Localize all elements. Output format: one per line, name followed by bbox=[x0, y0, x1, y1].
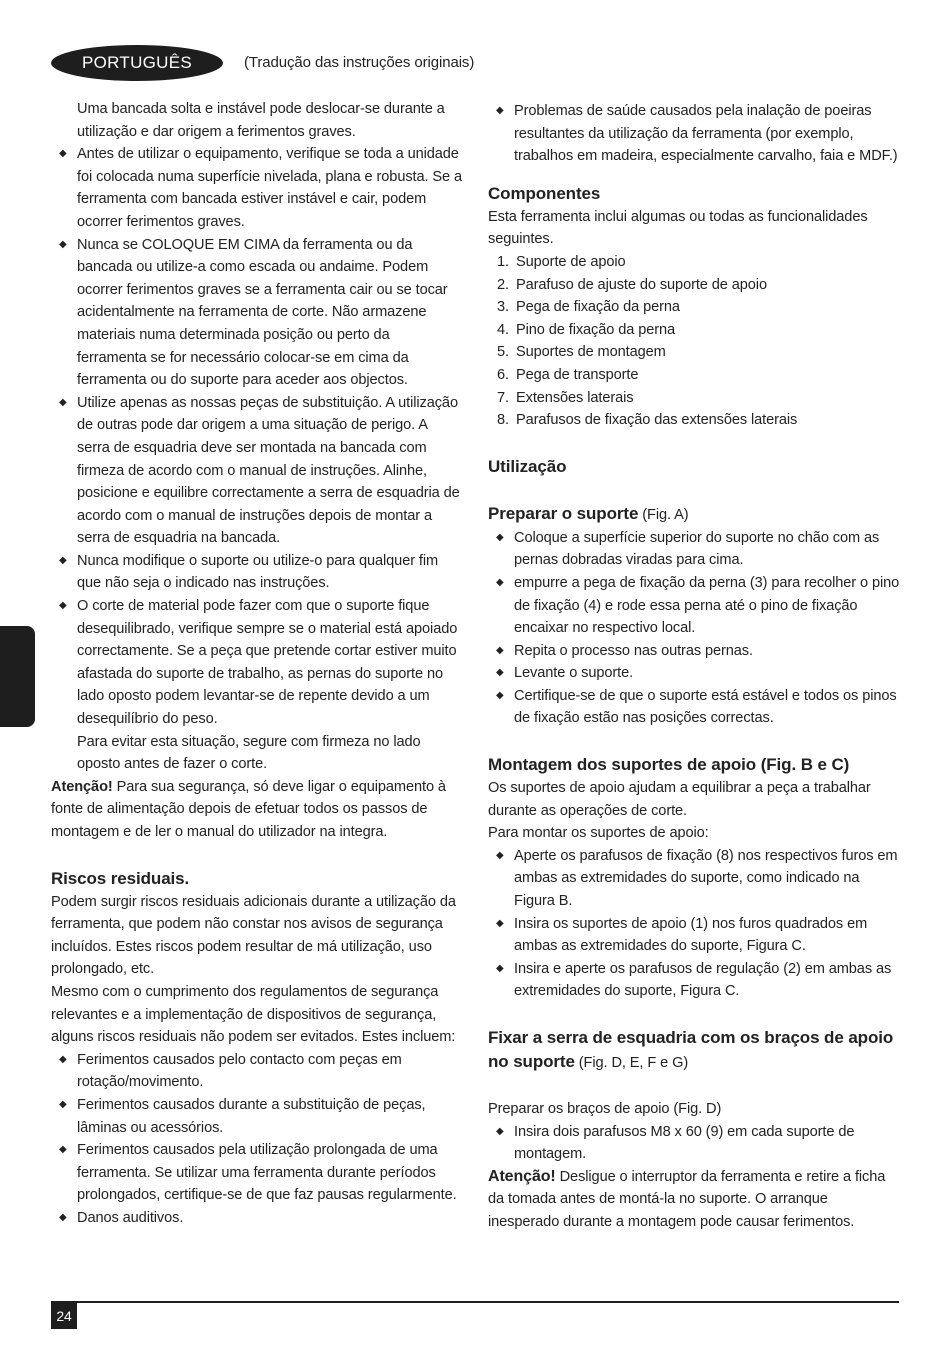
fix-saw-heading: Fixar a serra de esquadria com os braços de apoio no suporte (Fig. D, E, F e G) bbox=[488, 1028, 894, 1071]
language-badge: PORTUGUÊS bbox=[51, 45, 223, 81]
residual-paragraph-1: Podem surgir riscos residuais adicionais durante a utilização da ferramenta, que podem não constar nos avisos de segurança incluídos. Estes riscos podem resultar de má utilização, uso prolongado, etc. bbox=[51, 893, 456, 978]
list-item: ◆ Coloque a superfície superior do suporte no chão com as pernas dobradas viradas para cima. bbox=[488, 527, 900, 572]
list-item: ◆ Levante o suporte. bbox=[488, 662, 900, 685]
diamond-bullet-icon: ◆ bbox=[496, 917, 504, 929]
list-item: ◆ Insira os suportes de apoio (1) nos furos quadrados em ambas as extremidades do suporte, Figura C. bbox=[488, 913, 900, 958]
diamond-bullet-icon: ◆ bbox=[496, 849, 504, 861]
components-list bbox=[488, 251, 900, 432]
list-item: ◆ Nunca se COLOQUE EM CIMA da ferramenta ou da bancada ou utilize-a como escada ou andaime. Podem ocorrer ferimentos graves se a ferramenta cair ou se tocar acidentalmente na ferramenta de corte. Não armazene materiais numa determinada posição ou perto da ferramenta se for necessário colocar-se em cima da ferramenta ou do suporte para aceder aos objectos. bbox=[51, 234, 463, 392]
list-item: ◆ Repita o processo nas outras pernas. bbox=[488, 640, 900, 663]
footer-rule bbox=[51, 1301, 899, 1303]
diamond-bullet-icon: ◆ bbox=[496, 576, 504, 588]
residual-paragraph-2: Mesmo com o cumprimento dos regulamentos de segurança relevantes e a implementação de dispositivos de segurança, alguns riscos residuais não podem ser evitados. Estes incluem: bbox=[51, 983, 456, 1046]
mount-paragraph-2: Para montar os suportes de apoio: bbox=[488, 825, 709, 842]
diamond-bullet-icon: ◆ bbox=[59, 600, 67, 612]
mount-paragraph-1: Os suportes de apoio ajudam a equilibrar a peça a trabalhar durante as operações de corte. bbox=[488, 780, 871, 819]
list-item: ◆ O corte de material pode fazer com que o suporte fique desequilibrado, verifique sempre se o material está apoiado correctamente. Se a peça que pretende cortar estiver muito afastada do suporte de trabalho, as pernas do suporte no lado oposto podem levantar-se de repente devido a um desequilíbrio do peso. bbox=[51, 595, 463, 731]
list-item: 1. Suporte de apoio bbox=[497, 253, 626, 270]
diamond-bullet-icon: ◆ bbox=[59, 1053, 67, 1065]
list-item: 2. Parafuso de ajuste do suporte de apoio bbox=[497, 276, 767, 293]
attention-text: Para sua segurança, só deve ligar o equipamento à fonte de alimentação depois de efetuar todos os passos de montagem e de ler o manual do utilizador na integra. bbox=[51, 778, 446, 840]
diamond-bullet-icon: ◆ bbox=[59, 1098, 67, 1110]
list-item: 4. Pino de fixação da perna bbox=[497, 321, 676, 338]
list-item: ◆ Problemas de saúde causados pela inalação de poeiras resultantes da utilização da ferramenta (por exemplo, trabalhos em madeira, especialmente carvalho, faia e MDF.) bbox=[488, 100, 900, 168]
diamond-bullet-icon: ◆ bbox=[496, 531, 504, 543]
diamond-bullet-icon: ◆ bbox=[496, 689, 504, 701]
diamond-bullet-icon: ◆ bbox=[59, 1211, 67, 1223]
list-item: 7. Extensões laterais bbox=[497, 389, 634, 406]
translation-note: (Tradução das instruções originais) bbox=[244, 54, 475, 71]
residual-risks-list-continued bbox=[488, 100, 900, 168]
diamond-bullet-icon: ◆ bbox=[496, 962, 504, 974]
fix-saw-list bbox=[488, 1121, 900, 1166]
list-item: ◆ Ferimentos causados durante a substituição de peças, lâminas ou acessórios. bbox=[51, 1094, 463, 1139]
left-column bbox=[51, 98, 463, 1230]
residual-risks-heading: Riscos residuais. bbox=[51, 868, 190, 888]
diamond-bullet-icon: ◆ bbox=[59, 148, 67, 160]
use-heading: Utilização bbox=[488, 456, 567, 476]
safety-bullet-list bbox=[51, 143, 463, 730]
list-item: 8. Parafusos de fixação das extensões laterais bbox=[497, 412, 798, 429]
attention-label: Atenção! bbox=[51, 778, 113, 795]
intro-text: Uma bancada solta e instável pode deslocar-se durante a utilização e dar origem a ferimentos graves. bbox=[77, 101, 445, 140]
diamond-bullet-icon: ◆ bbox=[496, 667, 504, 679]
attention-text: Desligue o interruptor da ferramenta e retire a ficha da tomada antes de montá-la no suporte. O arranque inesperado durante a montagem pode causar ferimentos. bbox=[488, 1168, 886, 1230]
components-heading: Componentes bbox=[488, 183, 601, 203]
mount-supports-list bbox=[488, 845, 900, 1003]
diamond-bullet-icon: ◆ bbox=[59, 238, 67, 250]
mount-supports-heading: Montagem dos suportes de apoio (Fig. B e C) bbox=[488, 755, 850, 775]
list-item: ◆ Ferimentos causados pela utilização prolongada de uma ferramenta. Se utilizar uma ferramenta durante períodos prolongados, certifique-se de que faz pausas regularmente. bbox=[51, 1139, 463, 1207]
residual-risks-list bbox=[51, 1049, 463, 1230]
list-item: 6. Pega de transporte bbox=[497, 366, 639, 383]
list-item: ◆ Utilize apenas as nossas peças de substituição. A utilização de outras pode dar origem a uma situação de perigo. A serra de esquadria deve ser montada na bancada com firmeza de acordo com o manual de instruções. Alinhe, posicione e equilibre correctamente a serra de esquadria de acordo com o manual de instruções depois de montar a serra de esquadria na bancada. bbox=[51, 392, 463, 550]
list-item: ◆ Certifique-se de que o suporte está estável e todos os pinos de fixação estão nas posições correctas. bbox=[488, 685, 900, 730]
bullet-continuation: Para evitar esta situação, segure com firmeza no lado oposto antes de fazer o corte. bbox=[77, 733, 421, 773]
list-item: ◆ Aperte os parafusos de fixação (8) nos respectivos furos em ambas as extremidades do suporte, como indicado na Figura B. bbox=[488, 845, 900, 913]
right-column bbox=[488, 100, 900, 1234]
section-tab-marker bbox=[0, 626, 35, 727]
list-item: ◆ Insira dois parafusos M8 x 60 (9) em cada suporte de montagem. bbox=[488, 1121, 900, 1166]
page-number: 24 bbox=[51, 1303, 77, 1329]
list-item: ◆ Danos auditivos. bbox=[51, 1207, 463, 1230]
diamond-bullet-icon: ◆ bbox=[496, 644, 504, 656]
attention-paragraph bbox=[51, 776, 463, 844]
list-item: ◆ Insira e aperte os parafusos de regulação (2) em ambas as extremidades do suporte, Figura C. bbox=[488, 958, 900, 1003]
diamond-bullet-icon: ◆ bbox=[59, 554, 67, 566]
attention-label: Atenção! bbox=[488, 1167, 556, 1185]
diamond-bullet-icon: ◆ bbox=[496, 105, 504, 116]
list-item: ◆ empurre a pega de fixação da perna (3) para recolher o pino de fixação (4) e rode essa perna até o pino de fixação encaixar no respectivo local. bbox=[488, 572, 900, 640]
list-item: ◆ Ferimentos causados pelo contacto com peças em rotação/movimento. bbox=[51, 1049, 463, 1094]
fix-subheading: Preparar os braços de apoio (Fig. D) bbox=[488, 1101, 722, 1117]
prepare-stand-heading: Preparar o suporte (Fig. A) bbox=[488, 503, 689, 523]
list-item: ◆ Antes de utilizar o equipamento, verifique se toda a unidade foi colocada numa superfície nivelada, plana e robusta. Se a ferramenta com bancada estiver instável e cair, podem ocorrer ferimentos graves. bbox=[51, 143, 463, 233]
list-item: 5. Suportes de montagem bbox=[497, 344, 666, 361]
list-item: 3. Pega de fixação da perna bbox=[497, 299, 680, 316]
list-item: ◆ Nunca modifique o suporte ou utilize-o para qualquer fim que não seja o indicado nas instruções. bbox=[51, 550, 463, 595]
prepare-stand-list bbox=[488, 527, 900, 730]
diamond-bullet-icon: ◆ bbox=[59, 1144, 67, 1156]
diamond-bullet-icon: ◆ bbox=[59, 396, 67, 408]
attention-paragraph bbox=[488, 1166, 900, 1234]
components-intro: Esta ferramenta inclui algumas ou todas as funcionalidades seguintes. bbox=[488, 208, 868, 248]
diamond-bullet-icon: ◆ bbox=[496, 1125, 504, 1137]
